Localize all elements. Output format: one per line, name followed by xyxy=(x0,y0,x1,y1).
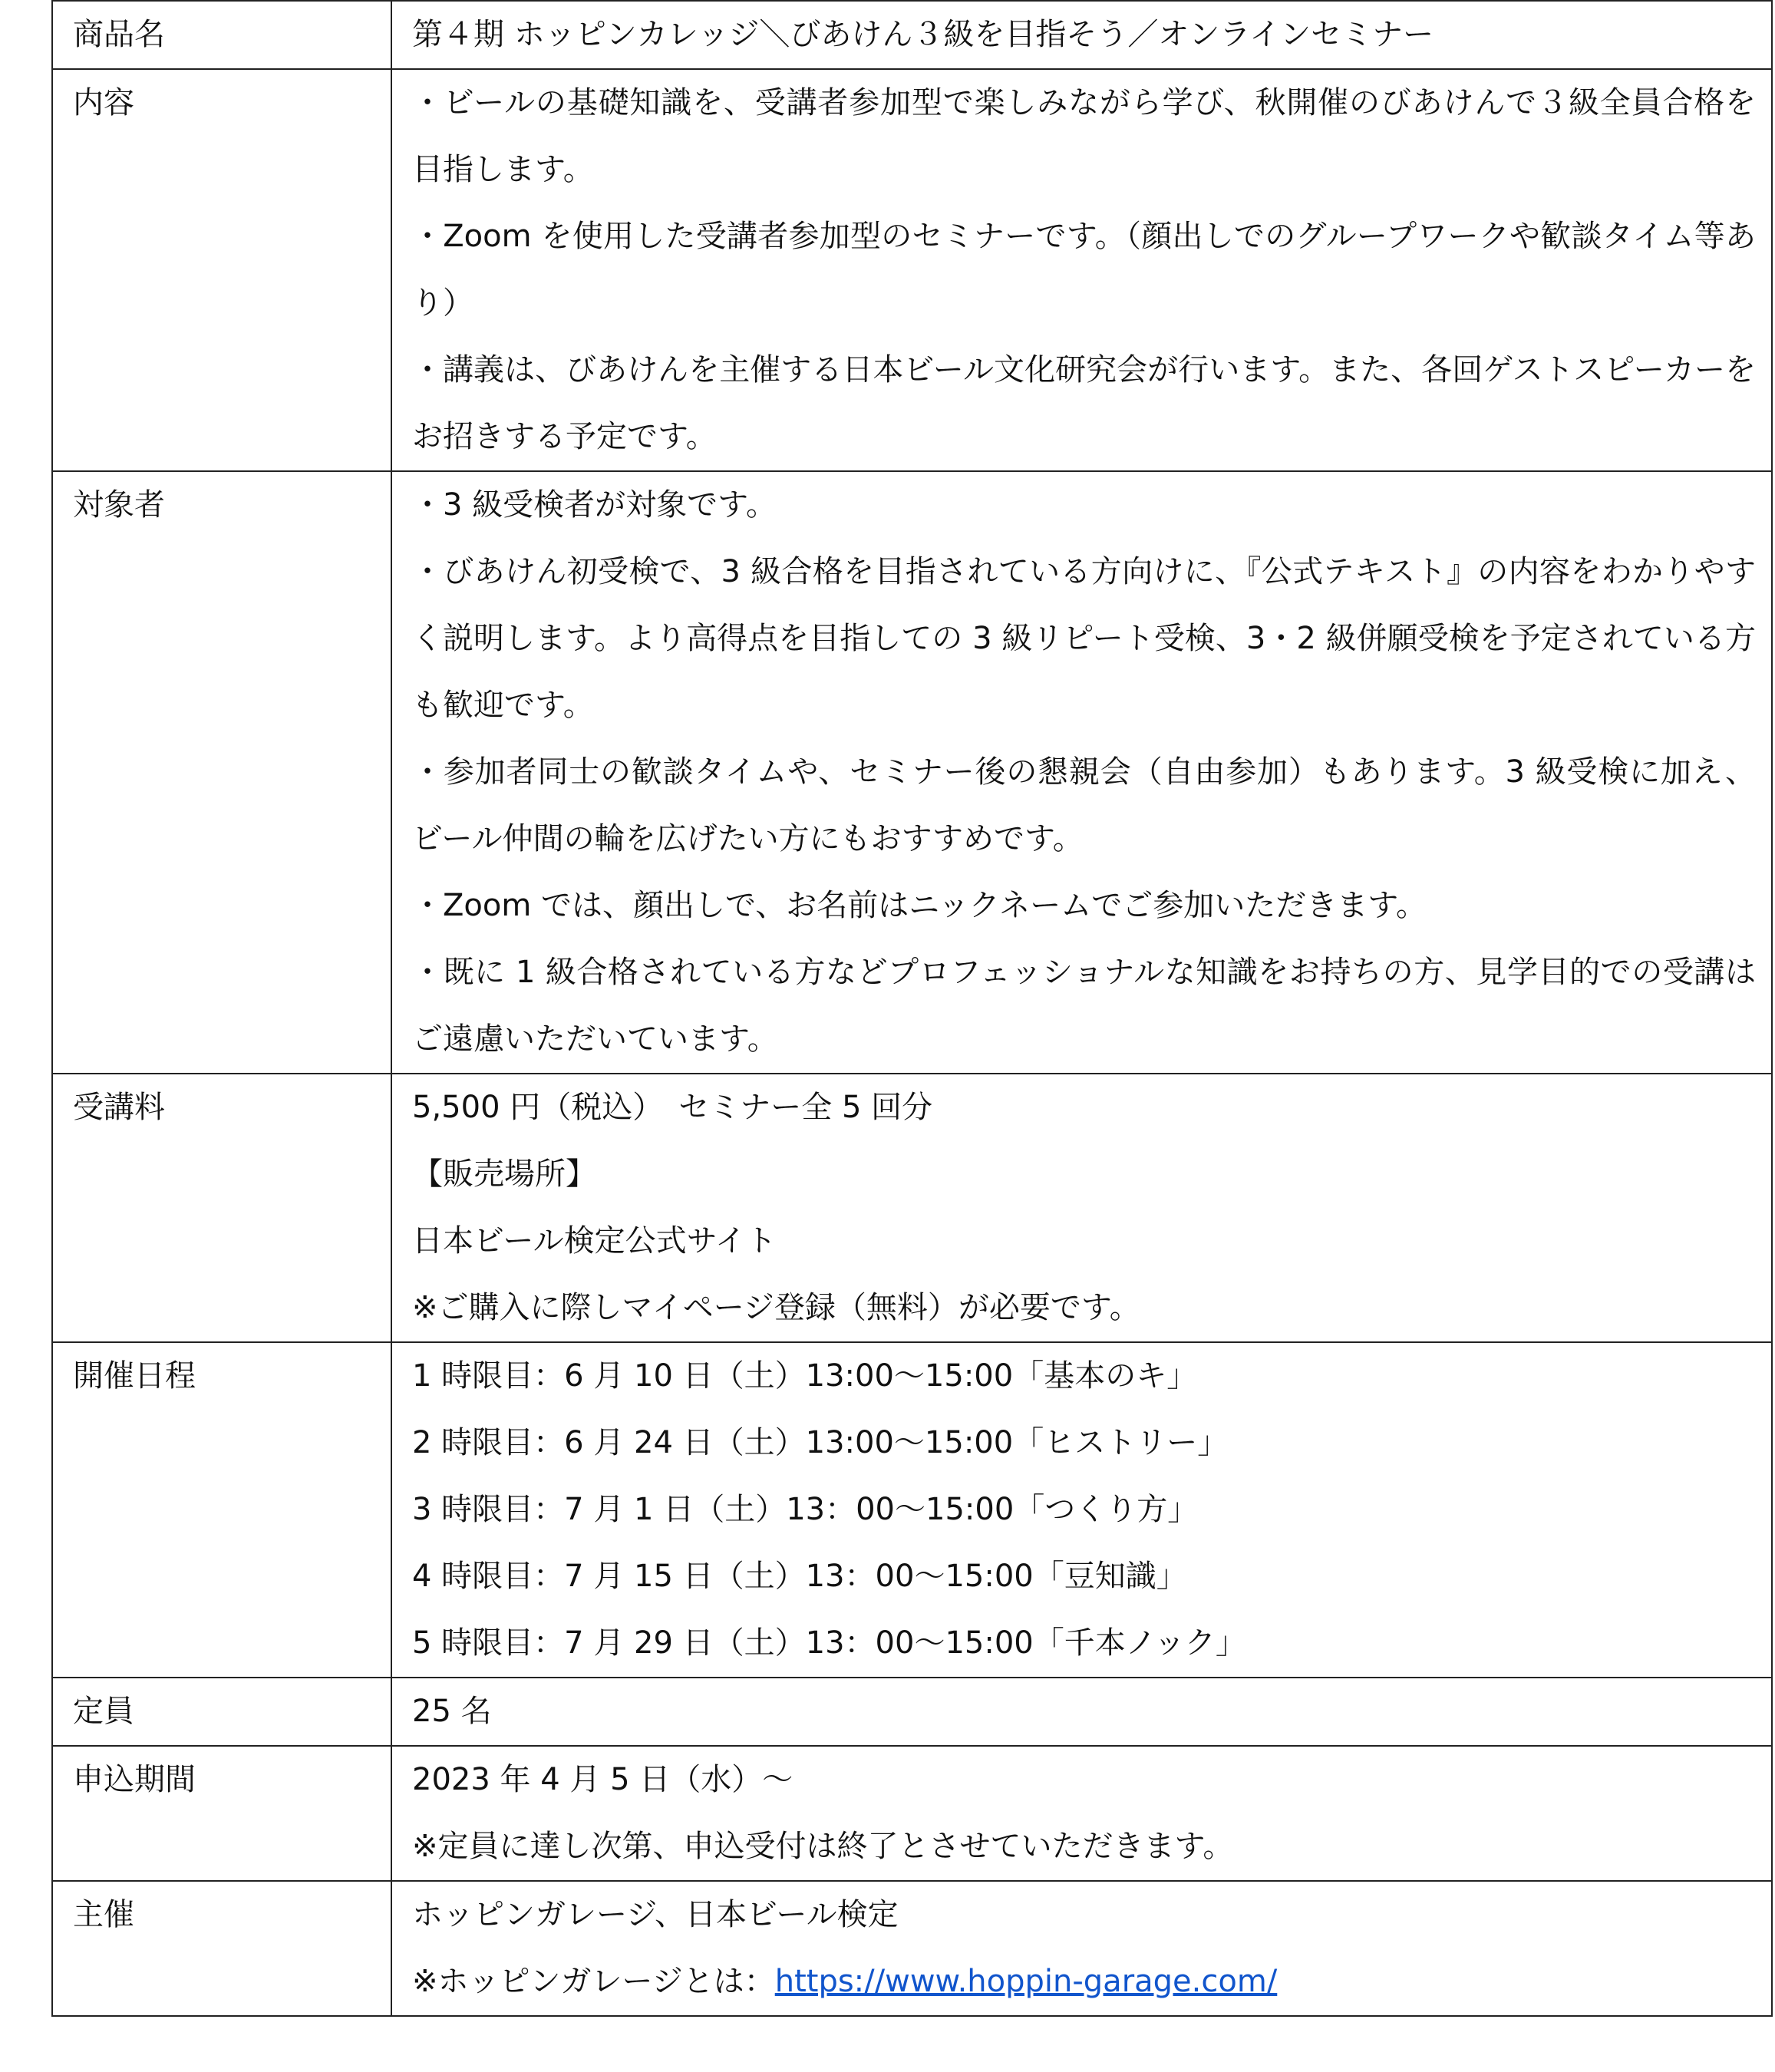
label-text: 開催日程 xyxy=(73,1358,196,1394)
label-text: 内容 xyxy=(73,85,134,120)
organizer-note xyxy=(412,1948,1756,2015)
organizer-line: ホッピンガレージ、日本ビール検定 xyxy=(412,1897,899,1932)
fee-line: 5,500 円（税込） セミナー全 5 回分 xyxy=(412,1090,933,1125)
content-paragraph: ・Zoom を使用した受講者参加型のセミナーです。（顔出しでのグループワークや歓談タイム等あり） xyxy=(412,219,1756,321)
target-paragraph: ・3 級受検者が対象です。 xyxy=(412,487,777,523)
row-value xyxy=(391,1678,1772,1746)
fee-line: 【販売場所】 xyxy=(412,1156,596,1192)
fee-line: 日本ビール検定公式サイト xyxy=(412,1223,777,1259)
target-paragraph: ・参加者同士の歓談タイムや、セミナー後の懇親会（自由参加）もあります。3 級受検に加え、ビール仲間の輪を広げたい方にもおすすめです。 xyxy=(412,754,1756,856)
period-line: 2023 年 4 月 5 日（水）～ xyxy=(412,1762,793,1797)
row-value xyxy=(391,1342,1772,1678)
row-label xyxy=(52,1,391,69)
product-name-text: 第４期 ホッピンカレッジ＼びあけん３級を目指そう／オンラインセミナー xyxy=(412,17,1434,52)
label-text: 申込期間 xyxy=(73,1762,196,1797)
label-text: 定員 xyxy=(73,1694,134,1729)
row-value xyxy=(391,69,1772,471)
target-paragraph: ・Zoom では、顔出しで、お名前はニックネームでご参加いただきます。 xyxy=(412,888,1427,923)
row-label xyxy=(52,1746,391,1881)
row-value xyxy=(391,1881,1772,2016)
content-paragraph: ・講義は、びあけんを主催する日本ビール文化研究会が行います。また、各回ゲストスピーカーをお招きする予定です。 xyxy=(412,352,1756,454)
row-label xyxy=(52,1342,391,1678)
schedule-line: 2 時限目：6 月 24 日（土）13:00～15:00「ヒストリー」 xyxy=(412,1425,1229,1460)
period-line: ※定員に達し次第、申込受付は終了とさせていただきます。 xyxy=(412,1829,1234,1864)
row-value xyxy=(391,1746,1772,1881)
row-fee xyxy=(52,1074,1772,1342)
row-label xyxy=(52,1881,391,2016)
row-product-name xyxy=(52,1,1772,69)
schedule-line: 3 時限目：7 月 1 日（土）13：00～15:00「つくり方」 xyxy=(412,1492,1199,1527)
row-application-period xyxy=(52,1746,1772,1881)
target-paragraph: ・びあけん初受検で、3 級合格を目指されている方向けに、『公式テキスト』の内容をわかりやすく説明します。より高得点を目指しての 3 級リピート受検、3・2 級併願受検を予定されている方も歓迎です。 xyxy=(412,554,1756,723)
schedule-line: 5 時限目：7 月 29 日（土）13：00～15:00「千本ノック」 xyxy=(412,1625,1246,1661)
row-label xyxy=(52,69,391,471)
row-label xyxy=(52,471,391,1074)
row-schedule xyxy=(52,1342,1772,1678)
content-paragraph: ・ビールの基礎知識を、受講者参加型で楽しみながら学び、秋開催のびあけんで３級全員合格を目指します。 xyxy=(412,85,1756,187)
row-label xyxy=(52,1074,391,1342)
row-value xyxy=(391,471,1772,1074)
target-paragraph: ・既に 1 級合格されている方などプロフェッショナルな知識をお持ちの方、見学目的での受講はご遠慮いただいています。 xyxy=(412,955,1756,1057)
row-capacity xyxy=(52,1678,1772,1746)
label-text: 受講料 xyxy=(73,1090,165,1125)
row-target xyxy=(52,471,1772,1074)
label-text: 商品名 xyxy=(73,17,165,52)
capacity-text: 25 名 xyxy=(412,1694,492,1729)
schedule-line: 4 時限目：7 月 15 日（土）13：00～15:00「豆知識」 xyxy=(412,1559,1187,1594)
label-text: 対象者 xyxy=(73,487,165,523)
event-info-table xyxy=(51,0,1773,2017)
organizer-note-prefix: ※ホッピンガレージとは： xyxy=(412,1964,775,1999)
hoppin-garage-link[interactable]: https://www.hoppin-garage.com/ xyxy=(774,1964,1278,1999)
row-value xyxy=(391,1,1772,69)
schedule-line: 1 時限目：6 月 10 日（土）13:00～15:00「基本のキ」 xyxy=(412,1358,1198,1394)
label-text: 主催 xyxy=(73,1897,134,1932)
row-label xyxy=(52,1678,391,1746)
fee-line: ※ご購入に際しマイページ登録（無料）が必要です。 xyxy=(412,1290,1140,1325)
row-content xyxy=(52,69,1772,471)
row-organizer xyxy=(52,1881,1772,2016)
row-value xyxy=(391,1074,1772,1342)
